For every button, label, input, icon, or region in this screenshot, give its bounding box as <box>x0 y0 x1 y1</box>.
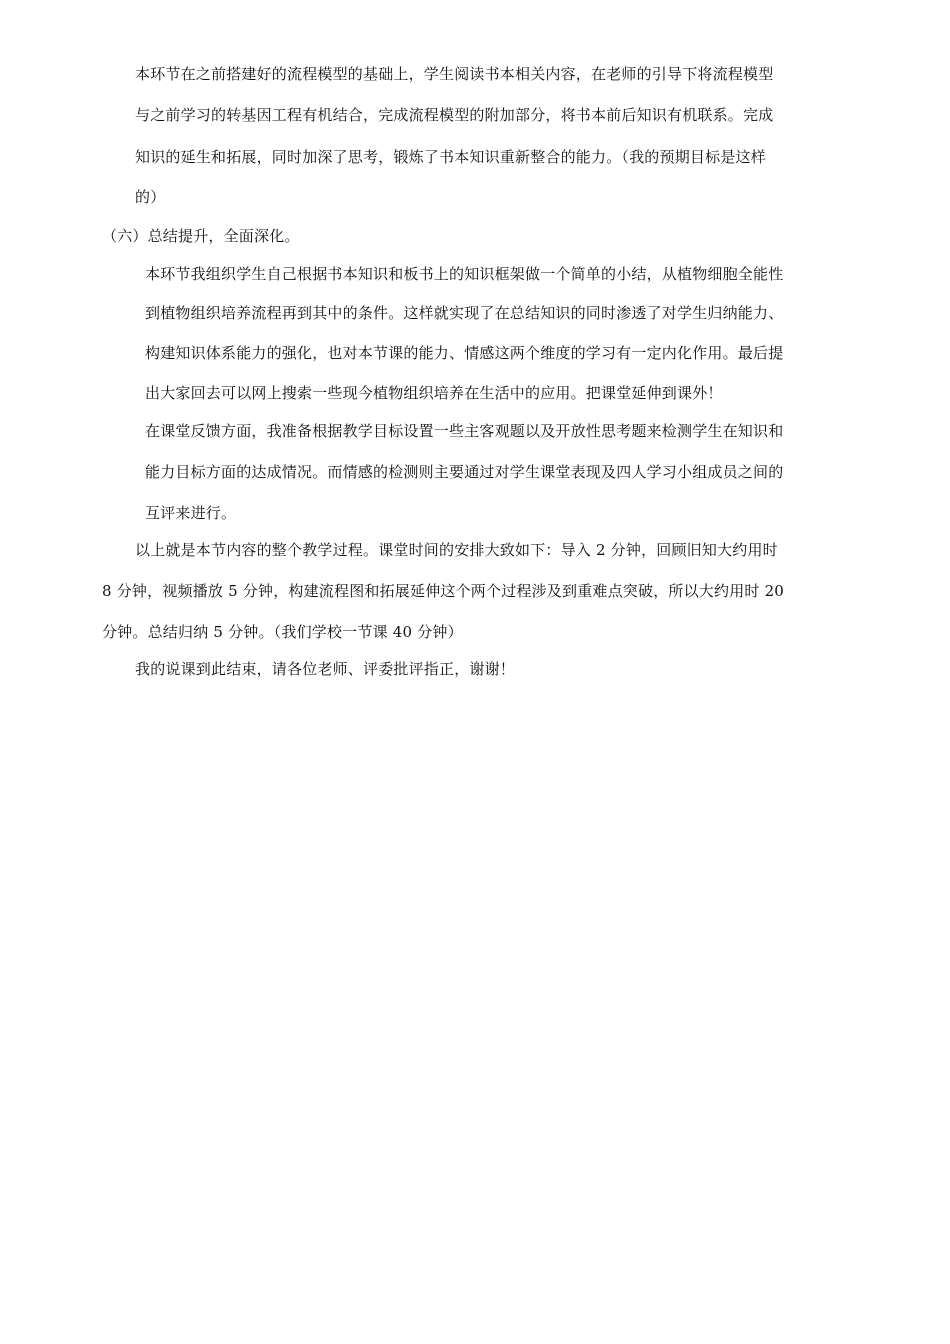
paragraph-line: 本环节在之前搭建好的流程模型的基础上，学生阅读书本相关内容，在老师的引导下将流程模型 <box>135 65 774 83</box>
paragraph-line: 能力目标方面的达成情况。而情感的检测则主要通过对学生课堂表现及四人学习小组成员之间的 <box>145 463 784 481</box>
paragraph-line: 分钟。总结归纳 5 分钟。（我们学校一节课 40 分钟） <box>102 623 463 641</box>
paragraph-line: 以上就是本节内容的整个教学过程。课堂时间的安排大致如下：导入 2 分钟，回顾旧知大约用时 <box>135 541 778 559</box>
paragraph-line: 与之前学习的转基因工程有机结合，完成流程模型的附加部分，将书本前后知识有机联系。完成 <box>135 106 774 124</box>
closing-line: 我的说课到此结束，请各位老师、评委批评指正，谢谢！ <box>135 660 516 678</box>
paragraph-line: 的） <box>135 188 166 206</box>
paragraph-line: 知识的延生和拓展，同时加深了思考，锻炼了书本知识重新整合的能力。（我的预期目标是这样 <box>135 148 766 166</box>
paragraph-line: 8 分钟，视频播放 5 分钟，构建流程图和拓展延伸这个两个过程涉及到重难点突破，所以大约用时 20 <box>102 582 785 600</box>
paragraph-line: 互评来进行。 <box>145 504 237 522</box>
paragraph-line: 出大家回去可以网上搜索一些现今植物组织培养在生活中的应用。把课堂延伸到课外！ <box>145 384 723 402</box>
paragraph-line: 到植物组织培养流程再到其中的条件。这样就实现了在总结知识的同时渗透了对学生归纳能力、 <box>145 304 784 322</box>
section-heading: （六）总结提升，全面深化。 <box>102 227 300 245</box>
paragraph-line: 构建知识体系能力的强化，也对本节课的能力、情感这两个维度的学习有一定内化作用。最后提 <box>145 344 784 362</box>
paragraph-line: 本环节我组织学生自己根据书本知识和板书上的知识框架做一个简单的小结，从植物细胞全能性 <box>145 265 784 283</box>
paragraph-line: 在课堂反馈方面，我准备根据教学目标设置一些主客观题以及开放性思考题来检测学生在知识和 <box>145 422 784 440</box>
